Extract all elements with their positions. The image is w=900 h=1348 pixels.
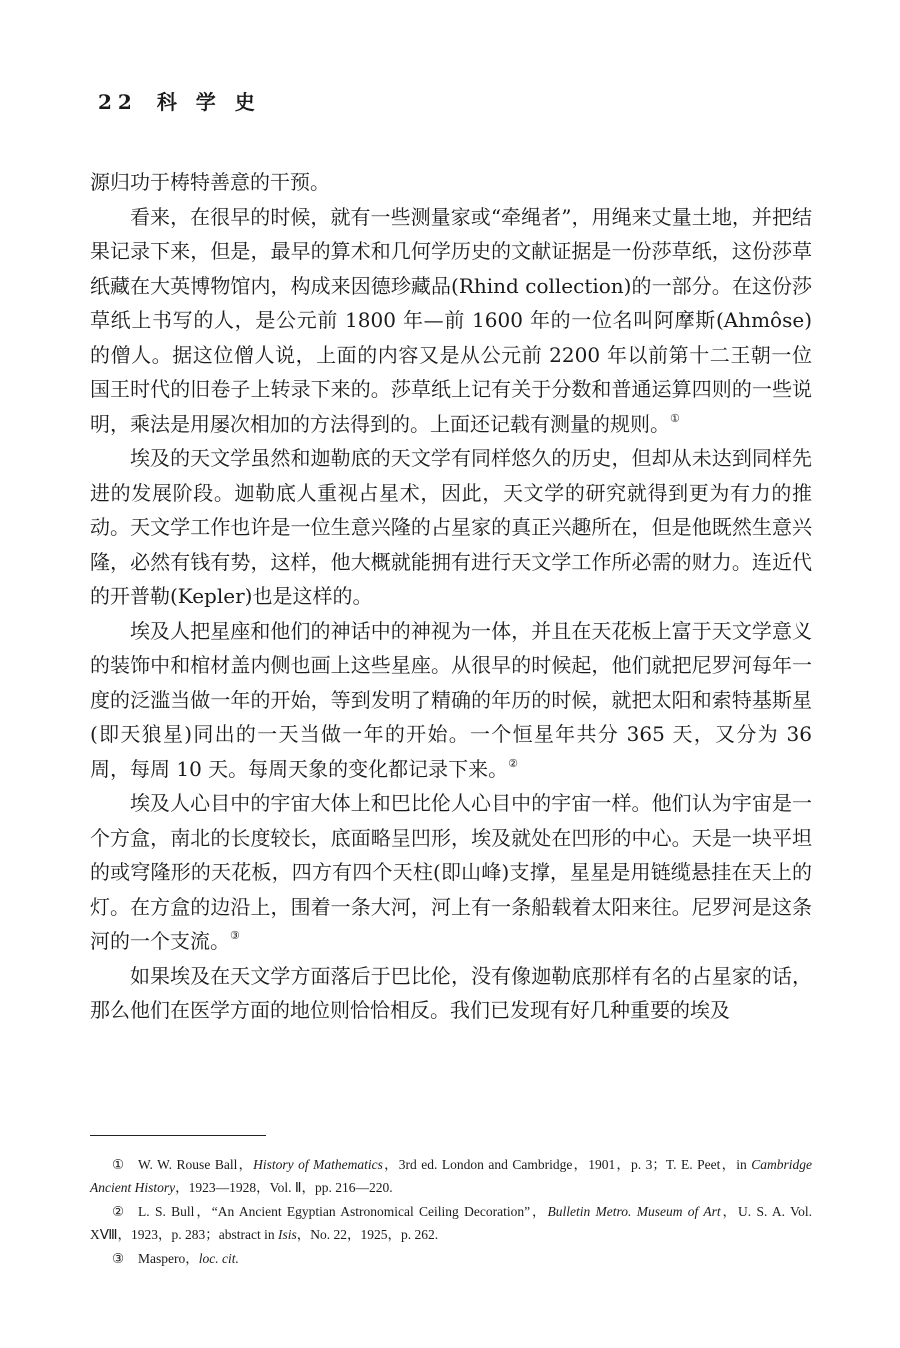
- paragraph: 看来，在很早的时候，就有一些测量家或“牵绳者”，用绳来丈量土地，并把结果记录下来，但是，最早的算术和几何学历史的文献证据是一份莎草纸，这份莎草纸藏在大英博物馆内，构成来因德珍藏品(Rhind collection)的一部分。在这份莎草纸上书写的人，是公元前 1800 年—前 1600 年的一位名叫阿摩斯(Ahmôse)的僧人。据这位僧人说，上面的内容又是从公元前 2200 年以前第十二王朝一位国王时代的旧卷子上转录下来的。莎草纸上记有关于分数和普通运算四则的一些说明，乘法是用屡次相加的方法得到的。上面还记载有测量的规则。①: [90, 204, 812, 436]
- citation-title: Bulletin Metro. Museum of Art: [547, 1204, 721, 1219]
- paragraph: 埃及人把星座和他们的神话中的神视为一体，并且在天花板上富于天文学意义的装饰中和棺材盖内侧也画上这些星座。从很早的时候起，他们就把尼罗河每年一度的泛滥当做一年的开始，等到发明了精确的年历的时候，就把太阳和索特基斯星(即天狼星)同出的一天当做一年的开始。一个恒星年共分 365 天，又分为 36 周，每周 10 天。每周天象的变化都记录下来。②: [90, 618, 812, 781]
- footnote-ref[interactable]: ②: [508, 756, 519, 770]
- citation-title: Isis: [278, 1226, 297, 1242]
- paragraph: 埃及的天文学虽然和迦勒底的天文学有同样悠久的历史，但却从未达到同样先进的发展阶段。迦勒底人重视占星术，因此，天文学的研究就得到更为有力的推动。天文学工作也许是一位生意兴隆的占星家的真正兴趣所在，但是他既然生意兴隆，必然有钱有势，这样，他大概就能拥有进行天文学工作所必需的财力。连近代的开普勒(Kepler)也是这样的。: [90, 446, 812, 608]
- citation-title: Cambridge Ancient History: [90, 1157, 812, 1195]
- footnote: ③ Maspero，loc. cit.: [90, 1248, 812, 1271]
- body-text: [90, 165, 812, 1028]
- paragraph: 埃及人心目中的宇宙大体上和巴比伦人心目中的宇宙一样。他们认为宇宙是一个方盒，南北的长度较长，底面略呈凹形，埃及就处在凹形的中心。天是一块平坦的或穹隆形的天花板，四方有四个天柱(即山峰)支撑，星星是用链缆悬挂在天上的灯。在方盒的边沿上，围着一条大河，河上有一条船载着太阳来往。尼罗河是这条河的一个支流。③: [90, 791, 812, 953]
- running-head: [98, 86, 261, 115]
- footnote-divider: [90, 1135, 266, 1136]
- footnote-mark: ①: [112, 1157, 125, 1172]
- running-title: 科 学 史: [156, 90, 261, 114]
- footnote: ① W. W. Rouse Ball，History of Mathematics，3rd ed. London and Cambridge，1901，p. 3；T. E. Peet，in Cambridge Ancient History，1923—1928，Vol. Ⅱ，pp. 216—220.: [90, 1154, 812, 1199]
- citation-title: History of Mathematics: [253, 1157, 383, 1172]
- footnote-mark: ③: [112, 1251, 125, 1266]
- paragraph: 如果埃及在天文学方面落后于巴比伦，没有像迦勒底那样有名的占星家的话，那么他们在医学方面的地位则恰恰相反。我们已发现有好几种重要的埃及: [90, 963, 812, 1022]
- footnote-mark: ②: [112, 1204, 125, 1219]
- footnote: ② L. S. Bull，“An Ancient Egyptian Astronomical Ceiling Decoration”，Bulletin Metro. Museum of Art，U. S. A. Vol. XⅧ，1923，p. 283；abstract in Isis，No. 22，1925，p. 262.: [90, 1201, 812, 1246]
- footnote-ref[interactable]: ①: [670, 411, 680, 425]
- footnote-ref[interactable]: ③: [230, 929, 240, 942]
- page-number: 22: [98, 90, 138, 114]
- paragraph: 源归功于梼特善意的干预。: [90, 170, 330, 194]
- citation-title: loc. cit.: [198, 1251, 239, 1266]
- footnotes: [90, 1154, 812, 1273]
